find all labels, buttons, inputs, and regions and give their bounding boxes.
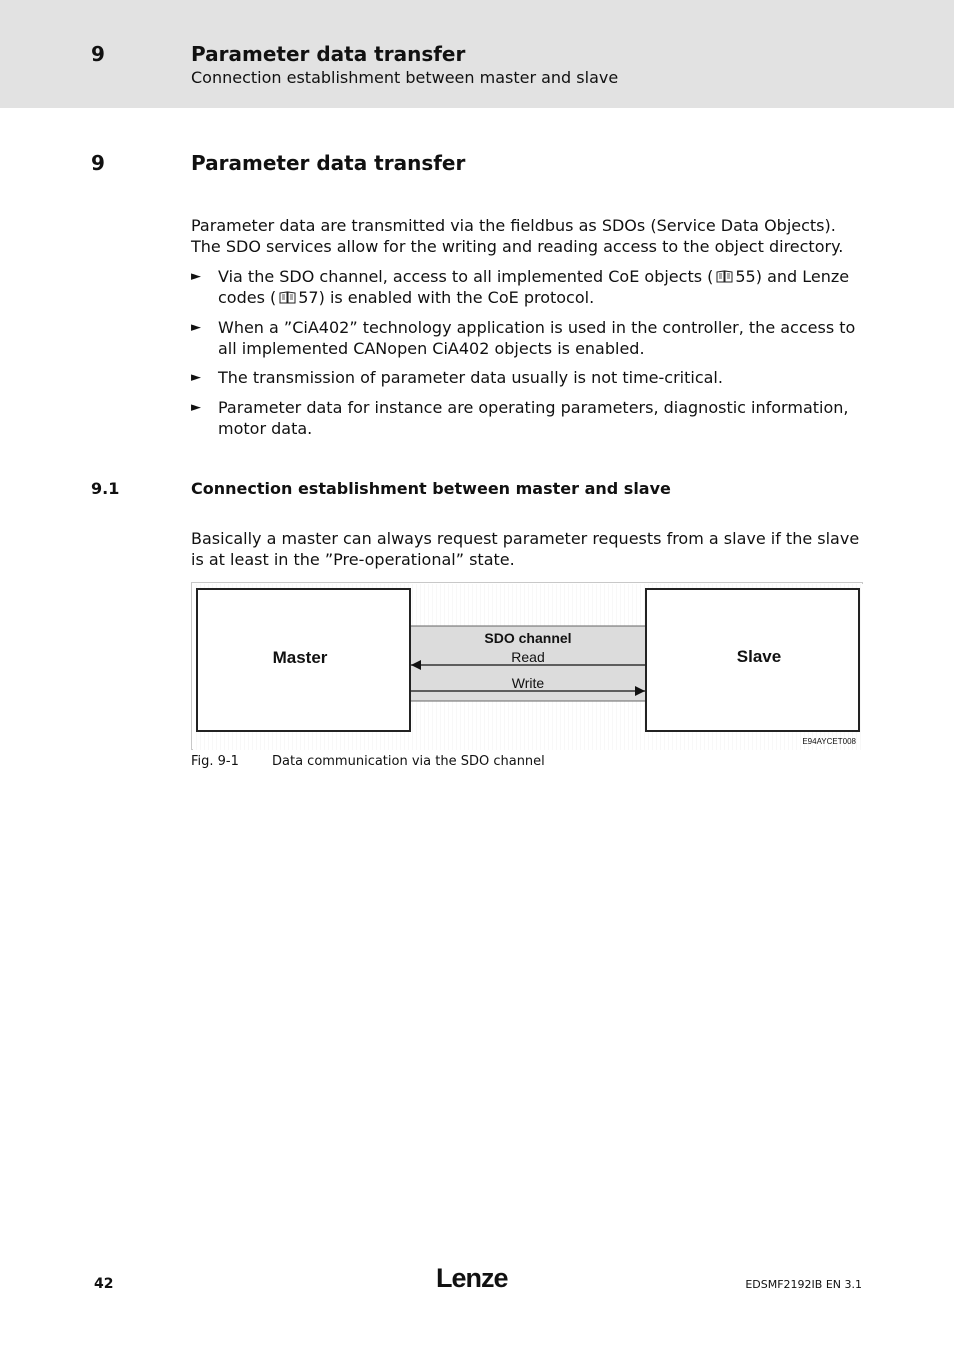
- section-title: Parameter data transfer: [191, 151, 466, 175]
- intro-paragraph: Parameter data are transmitted via the fieldbus as SDOs (Service Data Objects). The SDO services allow for the writing and reading access to the object directory.: [191, 216, 844, 256]
- bullet-text: When a ”CiA402” technology application is used in the controller, the access to all implemented CANopen CiA402 objects is enabled.: [218, 318, 856, 358]
- header-chapter-title: Parameter data transfer: [191, 42, 466, 66]
- reference-number[interactable]: 57: [298, 288, 319, 307]
- bullet-text: Via the SDO channel, access to all implemented CoE objects ( 55) and Lenze codes ( 57) is enabled with the CoE protocol.: [218, 267, 850, 307]
- bullet-text: Parameter data for instance are operating parameters, diagnostic information, motor data.: [218, 398, 849, 438]
- document-id: EDSMF2192IB EN 3.1: [745, 1278, 862, 1291]
- bullet-text: The transmission of parameter data usually is not time-critical.: [218, 368, 723, 387]
- book-icon: [279, 291, 296, 304]
- subsection-number: 9.1: [91, 479, 120, 498]
- header-subtitle: Connection establishment between master and slave: [191, 68, 619, 87]
- read-label: Read: [511, 649, 545, 665]
- header-chapter-number: 9: [91, 42, 105, 66]
- sdo-diagram: [192, 583, 864, 751]
- triangle-right-icon: ►: [191, 320, 201, 335]
- reference-number[interactable]: 55: [735, 267, 756, 286]
- page-header: [0, 0, 954, 108]
- triangle-right-icon: ►: [191, 269, 201, 284]
- sdo-figure: [191, 582, 863, 750]
- page-number: 42: [94, 1276, 114, 1292]
- write-label: Write: [511, 675, 545, 691]
- sdo-channel-label: SDO channel: [484, 630, 572, 646]
- figure-caption-text: Data communication via the SDO channel: [272, 754, 545, 769]
- book-icon: [716, 270, 733, 283]
- master-label: Master: [272, 648, 328, 667]
- subsection-title: Connection establishment between master and slave: [191, 479, 671, 498]
- figure-caption-number: Fig. 9-1: [191, 754, 239, 769]
- section-number: 9: [91, 151, 105, 175]
- figure-code: E94AYCET008: [802, 737, 856, 746]
- triangle-right-icon: ►: [191, 400, 201, 415]
- subsection-paragraph: Basically a master can always request parameter requests from a slave if the slave is at least in the ”Pre-operational” state.: [191, 529, 860, 569]
- lenze-logo: Lenze: [436, 1263, 508, 1293]
- slave-label: Slave: [736, 647, 782, 666]
- triangle-right-icon: ►: [191, 370, 201, 385]
